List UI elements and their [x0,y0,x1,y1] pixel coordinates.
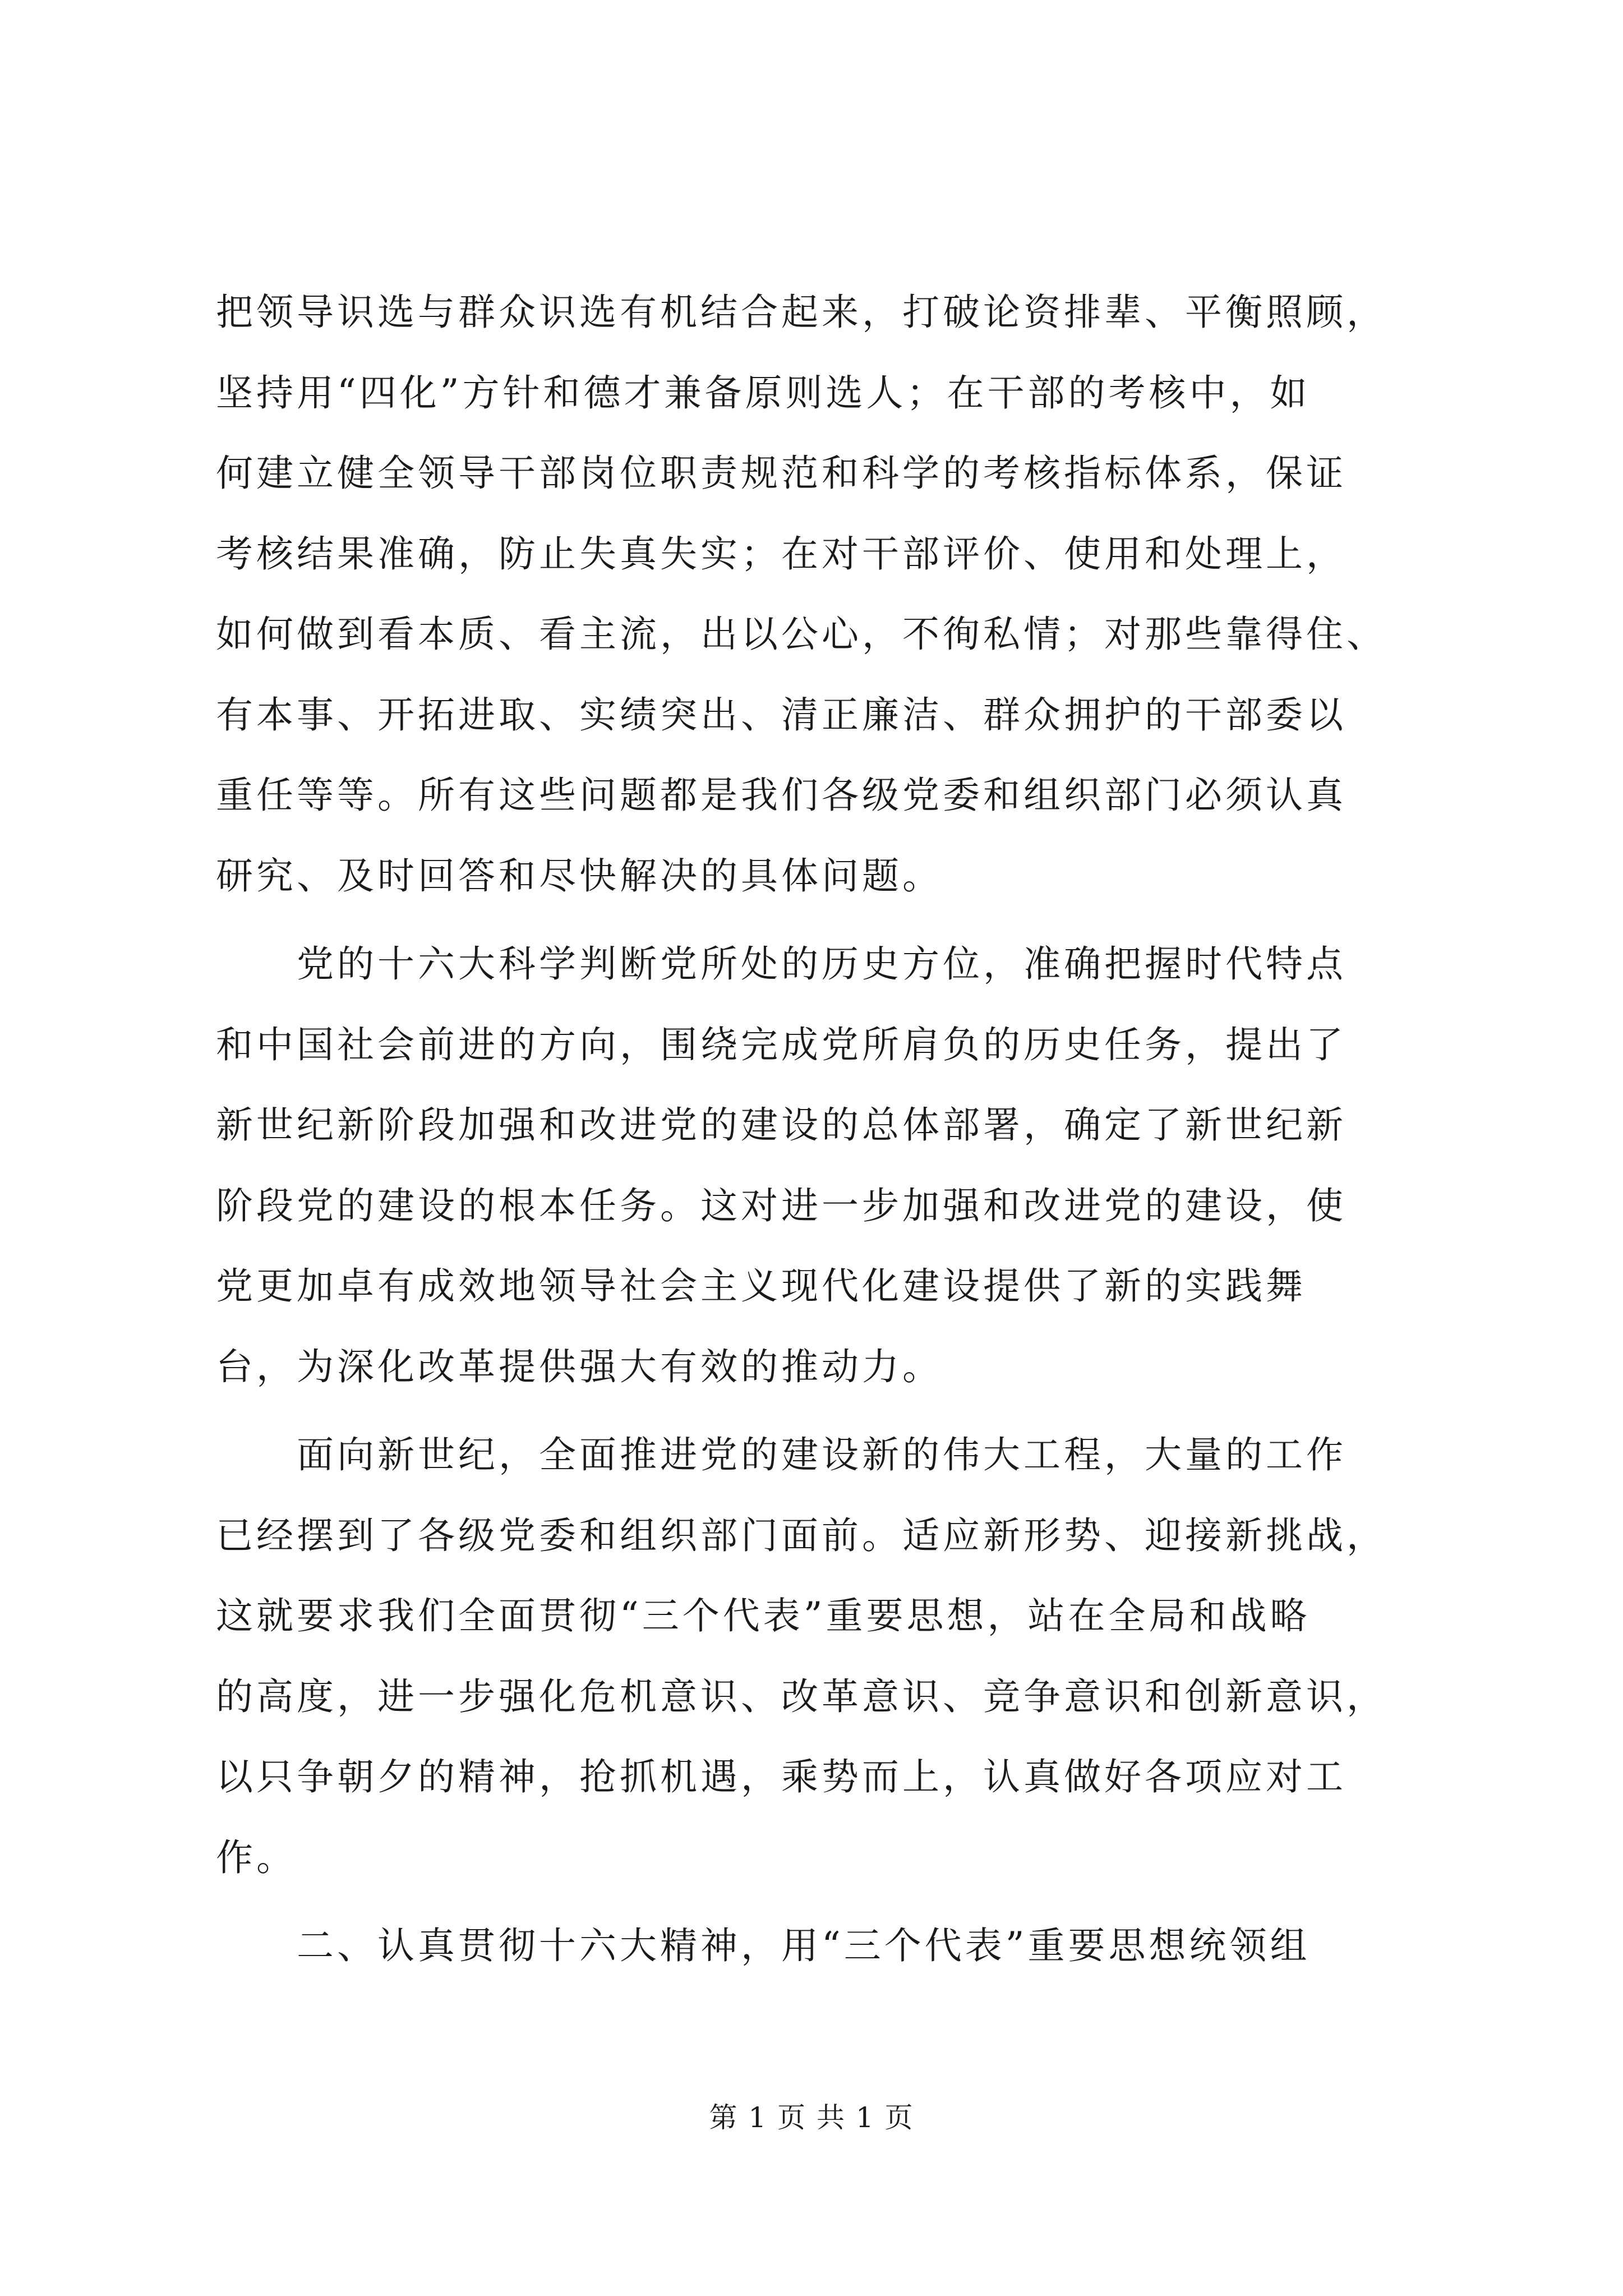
page-number-footer: 第 1 页 共 1 页 [709,2101,914,2134]
text-line: 研究、及时回答和尽快解决的具体问题。 [216,854,943,898]
text-line: 新世纪新阶段加强和改进党的建设的总体部署，确定了新世纪新 [216,1103,1347,1147]
text-line: 已经摆到了各级党委和组织部门面前。适应新形势、迎接新挑战， [216,1513,1387,1557]
paragraph [216,1906,1455,1986]
paragraph [216,924,1455,1407]
text-line: 考核结果准确，防止失真失实；在对干部评价、使用和处理上， [216,532,1347,576]
paragraph-gap [216,1898,1455,1906]
text-line: 党更加卓有成效地领导社会主义现代化建设提供了新的实践舞 [216,1264,1306,1308]
text-line: 有本事、开拓进取、实绩突出、清正廉洁、群众拥护的干部委以 [216,693,1347,737]
text-line: 和中国社会前进的方向，围绕完成党所肩负的历史任务，提出了 [216,1023,1347,1066]
text-line: 以只争朝夕的精神，抢抓机遇，乘势而上，认真做好各项应对工 [216,1755,1347,1798]
paragraph-gap [216,916,1455,924]
document-body [216,272,1455,1986]
text-line: 台，为深化改革提供强大有效的推动力。 [216,1345,943,1388]
text-line: 重任等等。所有这些问题都是我们各级党委和组织部门必须认真 [216,774,1347,817]
text-line: 党的十六大科学判断党所处的历史方位，准确把握时代特点 [216,942,1347,986]
text-line: 这就要求我们全面贯彻“三个代表”重要思想，站在全局和战略 [216,1594,1311,1637]
text-line: 把领导识选与群众识选有机结合起来，打破论资排辈、平衡照顾， [216,291,1387,334]
text-line: 阶段党的建设的根本任务。这对进一步加强和改进党的建设，使 [216,1184,1347,1227]
text-line: 面向新世纪，全面推进党的建设新的伟大工程，大量的工作 [216,1433,1347,1476]
text-line: 何建立健全领导干部岗位职责规范和科学的考核指标体系，保证 [216,452,1347,495]
paragraph [216,1415,1455,1898]
text-line: 的高度，进一步强化危机意识、改革意识、竞争意识和创新意识， [216,1674,1387,1718]
text-line: 坚持用“四化”方针和德才兼备原则选人；在干部的考核中，如 [216,371,1311,415]
paragraph [216,272,1455,916]
text-line: 作。 [216,1835,297,1879]
paragraph-gap [216,1407,1455,1415]
text-line: 二、认真贯彻十六大精神，用“三个代表”重要思想统领组 [216,1924,1311,1967]
text-line: 如何做到看本质、看主流，出以公心，不徇私情；对那些靠得住、 [216,613,1387,656]
